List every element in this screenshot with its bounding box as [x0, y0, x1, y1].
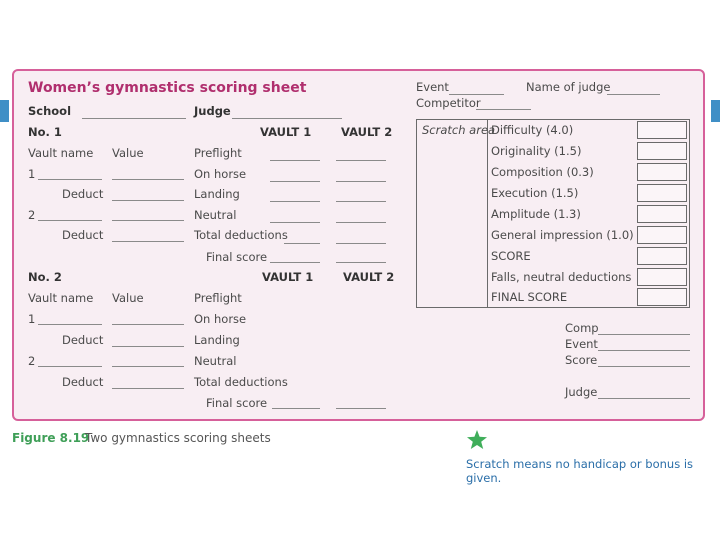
name-of-judge-label: Name of judge: [526, 80, 611, 94]
index-1: 1: [28, 312, 36, 326]
index-2: 2: [28, 208, 36, 222]
scratch-table: [416, 119, 690, 308]
score-box-falls[interactable]: [637, 268, 687, 286]
judge-line-bottom[interactable]: [598, 398, 690, 399]
index-2: 2: [28, 354, 36, 368]
right-slide-marker: [711, 100, 720, 122]
school-label: School: [28, 104, 72, 118]
scratch-divider: [487, 120, 488, 307]
total-deductions-v1-line[interactable]: [284, 243, 320, 244]
scratch-row-final-score: FINAL SCORE: [491, 290, 568, 304]
neutral-v2-line[interactable]: [336, 222, 386, 223]
vault1-header: VAULT 1: [260, 125, 312, 139]
preflight-v1-line[interactable]: [270, 160, 320, 161]
deduct-label: Deduct: [62, 228, 104, 242]
vault-name-2-line[interactable]: [38, 366, 102, 367]
value-2-line[interactable]: [112, 366, 184, 367]
vault-name-1-line[interactable]: [38, 179, 102, 180]
neutral-label: Neutral: [194, 208, 237, 222]
score-label: Score: [565, 353, 598, 367]
judge-label-bottom: Judge: [565, 385, 598, 399]
total-deductions-label: Total deductions: [194, 375, 288, 389]
landing-label: Landing: [194, 333, 240, 347]
score-box-difficulty[interactable]: [637, 121, 687, 139]
on-horse-v2-line[interactable]: [336, 181, 386, 182]
event-label-bottom: Event: [565, 337, 598, 351]
event-line-bottom[interactable]: [598, 350, 690, 351]
preflight-label: Preflight: [194, 146, 242, 160]
score-box-composition[interactable]: [637, 163, 687, 181]
vault-name-label: Vault name: [28, 146, 94, 160]
value-label: Value: [112, 146, 144, 160]
no1-label: No. 1: [28, 125, 62, 139]
deduct-label: Deduct: [62, 333, 104, 347]
landing-v2-line[interactable]: [336, 201, 386, 202]
event-line[interactable]: [449, 94, 504, 95]
on-horse-v1-line[interactable]: [270, 181, 320, 182]
figure-caption: Two gymnastics scoring sheets: [85, 431, 271, 445]
final-score-v1-line[interactable]: [272, 408, 320, 409]
score-line[interactable]: [598, 366, 690, 367]
total-deductions-label: Total deductions: [194, 228, 288, 242]
on-horse-label: On horse: [194, 312, 247, 326]
school-line[interactable]: [82, 118, 186, 119]
final-score-v2-line[interactable]: [336, 408, 386, 409]
scoring-sheet: [12, 69, 705, 421]
star-icon: [466, 430, 488, 450]
landing-v1-line[interactable]: [270, 201, 320, 202]
vault-name-label: Vault name: [28, 291, 94, 305]
score-box-originality[interactable]: [637, 142, 687, 160]
scratch-row-general-impression: General impression (1.0): [491, 228, 634, 242]
scratch-row-score: SCORE: [491, 249, 531, 263]
total-deductions-v2-line[interactable]: [336, 243, 386, 244]
deduct-label: Deduct: [62, 375, 104, 389]
figure-number: Figure 8.19: [12, 431, 90, 445]
preflight-v2-line[interactable]: [336, 160, 386, 161]
sheet-title: Women’s gymnastics scoring sheet: [28, 80, 307, 96]
deduct-2-line[interactable]: [112, 241, 184, 242]
final-score-label: Final score: [206, 250, 268, 264]
judge-label: Judge: [194, 104, 231, 118]
final-score-v1-line[interactable]: [270, 262, 320, 263]
preflight-label: Preflight: [194, 291, 242, 305]
scratch-row-falls: Falls, neutral deductions: [491, 270, 632, 284]
value-label: Value: [112, 291, 144, 305]
no2-label: No. 2: [28, 270, 62, 284]
competitor-label: Competitor: [416, 96, 481, 110]
deduct-1-line[interactable]: [112, 346, 184, 347]
score-box-execution[interactable]: [637, 184, 687, 202]
landing-label: Landing: [194, 187, 240, 201]
scratch-row-originality: Originality (1.5): [491, 144, 582, 158]
final-score-label: Final score: [206, 396, 268, 410]
comp-label: Comp: [565, 321, 599, 335]
vault2-header: VAULT 2: [341, 125, 393, 139]
score-box-general-impression[interactable]: [637, 226, 687, 244]
deduct-1-line[interactable]: [112, 200, 184, 201]
index-1: 1: [28, 167, 36, 181]
neutral-label: Neutral: [194, 354, 237, 368]
value-2-line[interactable]: [112, 220, 184, 221]
left-slide-marker: [0, 100, 9, 122]
event-label: Event: [416, 80, 449, 94]
on-horse-label: On horse: [194, 167, 247, 181]
competitor-line[interactable]: [476, 109, 531, 110]
vault-name-2-line[interactable]: [38, 220, 102, 221]
vault1-header: VAULT 1: [262, 270, 314, 284]
vault2-header: VAULT 2: [343, 270, 395, 284]
score-box-amplitude[interactable]: [637, 205, 687, 223]
score-box-score[interactable]: [637, 247, 687, 265]
scratch-row-composition: Composition (0.3): [491, 165, 594, 179]
final-score-v2-line[interactable]: [336, 262, 386, 263]
scratch-row-amplitude: Amplitude (1.3): [491, 207, 581, 221]
value-1-line[interactable]: [112, 324, 184, 325]
deduct-label: Deduct: [62, 187, 104, 201]
comp-line[interactable]: [598, 334, 690, 335]
scratch-area-label: Scratch area: [422, 123, 496, 137]
footnote: Scratch means no handicap or bonus is given.: [466, 457, 694, 485]
scratch-row-execution: Execution (1.5): [491, 186, 579, 200]
judge-line[interactable]: [232, 118, 342, 119]
deduct-2-line[interactable]: [112, 388, 184, 389]
scratch-row-difficulty: Difficulty (4.0): [491, 123, 574, 137]
name-of-judge-line[interactable]: [607, 94, 660, 95]
score-box-final-score[interactable]: [637, 288, 687, 306]
neutral-v1-line[interactable]: [270, 222, 320, 223]
value-1-line[interactable]: [112, 179, 184, 180]
vault-name-1-line[interactable]: [38, 324, 102, 325]
